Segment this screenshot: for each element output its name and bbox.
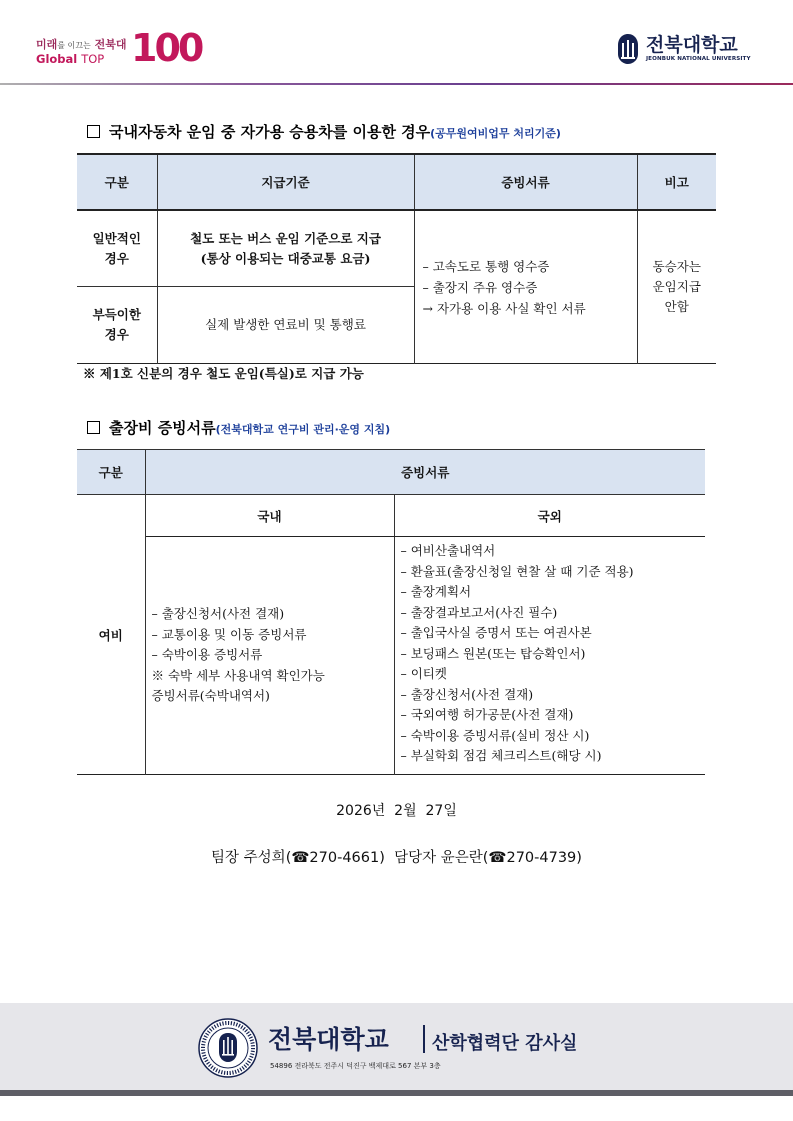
row-label-travel: 여비 — [77, 495, 145, 775]
row-category — [77, 210, 157, 287]
international-items — [394, 537, 705, 775]
col-evidence: 증빙서류 — [414, 154, 637, 210]
col-domestic: 국내 — [145, 495, 394, 537]
remark-line: 운임지급 — [652, 279, 701, 294]
footer — [0, 1003, 793, 1090]
list-item: – 이티켓 — [400, 666, 447, 681]
list-item: – 숙박이용 증빙서류(실비 정산 시) — [400, 727, 590, 743]
list-item: – 여비산출내역서 — [400, 543, 496, 558]
remark-line: 동승자는 — [652, 259, 701, 274]
table-header-row — [77, 154, 716, 210]
remark-line: 안함 — [664, 299, 689, 314]
footer-university-name: 전북대학교 — [268, 1025, 389, 1054]
footer-bar — [0, 1090, 793, 1096]
footer-address: 54896 전라북도 전주시 덕진구 백제대로 567 본부 3층 — [270, 1062, 441, 1070]
contact-info: 팀장 주성희(☎270-4661) 담당자 윤은란(☎270-4739) — [211, 850, 582, 866]
slogan-100: 100 — [131, 26, 202, 70]
col-evidence: 증빙서류 — [145, 450, 705, 495]
evidence-item: – 고속도로 통행 영수증 — [422, 258, 550, 274]
row-criteria — [157, 287, 414, 364]
col-remark: 비고 — [637, 154, 716, 210]
list-item: – 국외여행 허가공문(사전 결재) — [400, 707, 574, 722]
row-category-line1: 일반적인 — [92, 230, 141, 246]
col-international: 국외 — [394, 495, 705, 537]
slogan-global: Global — [36, 52, 78, 66]
remark-cell — [637, 210, 716, 364]
slogan-brand: 전북대 — [94, 38, 127, 51]
row-category-line2: 경우 — [104, 250, 129, 266]
col-category: 구분 — [77, 450, 145, 495]
list-item: – 출장신청서(사전 결재) — [400, 686, 534, 702]
table-header-row — [77, 450, 705, 495]
university-logo — [616, 30, 766, 70]
car-fare-table — [77, 153, 716, 364]
section1-title — [87, 121, 561, 142]
section1-note: ※ 제1호 신분의 경우 철도 운임(특실)로 지급 가능 — [83, 366, 364, 381]
list-item: – 숙박이용 증빙서류 — [151, 647, 263, 663]
row-category-line1: 부득이한 — [92, 307, 141, 322]
table-subheader-row — [77, 495, 705, 537]
travel-evidence-table — [77, 449, 705, 775]
list-item: – 부실학회 점검 체크리스트(해당 시) — [400, 748, 602, 763]
list-item: – 보딩패스 원본(또는 탑승확인서) — [400, 645, 586, 661]
header-university-name: 전북대학교 — [646, 34, 738, 56]
evidence-item: – 출장지 주유 영수증 — [422, 279, 538, 295]
row-criteria-line1: 실제 발생한 연료비 및 통행료 — [205, 317, 366, 332]
checkbox-square-icon — [87, 125, 100, 138]
table-row — [77, 210, 716, 287]
footer-divider — [423, 1025, 425, 1053]
row-criteria-line2: (통상 이용되는 대중교통 요금) — [200, 250, 371, 266]
list-item: 증빙서류(숙박내역서) — [151, 688, 270, 704]
row-criteria-line1: 철도 또는 버스 운임 기준으로 지급 — [190, 230, 381, 246]
slogan-logo — [36, 26, 202, 74]
section1-title-text: 국내자동차 운임 중 자가용 승용차를 이용한 경우 — [109, 123, 431, 141]
list-item: – 환율표(출장신청일 현찰 살 때 기준 적용) — [400, 563, 634, 579]
row-category-line2: 경우 — [104, 327, 129, 342]
slogan-main: 미래 — [36, 38, 58, 51]
evidence-cell — [414, 210, 637, 364]
section1-source: (공무원여비업무 처리기준) — [430, 127, 561, 140]
checkbox-square-icon — [87, 421, 100, 434]
slogan-top: TOP — [81, 52, 105, 66]
university-emblem-icon — [616, 32, 640, 66]
footer-department: 산학협력단 감사실 — [432, 1033, 578, 1054]
evidence-item: → 자가용 이용 사실 확인 서류 — [422, 300, 586, 316]
section2-title-text: 출장비 증빙서류 — [109, 419, 216, 437]
domestic-items — [145, 537, 394, 775]
slogan-small: 를 이끄는 — [57, 41, 91, 50]
table-row — [77, 537, 705, 775]
header-divider — [0, 83, 793, 85]
list-item: – 출입국사실 증명서 또는 여권사본 — [400, 625, 592, 640]
list-item: – 교통이용 및 이동 증빙서류 — [151, 626, 307, 642]
list-item: – 출장신청서(사전 결재) — [151, 606, 285, 622]
list-item: – 출장결과보고서(사진 필수) — [400, 604, 558, 620]
col-criteria: 지급기준 — [157, 154, 414, 210]
row-category — [77, 287, 157, 364]
col-category: 구분 — [77, 154, 157, 210]
list-item: ※ 숙박 세부 사용내역 확인가능 — [151, 667, 325, 683]
list-item: – 출장계획서 — [400, 584, 472, 599]
section2-title — [87, 417, 390, 438]
section2-source: (전북대학교 연구비 관리·운영 지침) — [215, 423, 391, 436]
university-seal-icon — [198, 1018, 258, 1078]
document-date: 2026년 2월 27일 — [336, 803, 457, 819]
header-university-name-en: JEONBUK NATIONAL UNIVERSITY — [646, 56, 751, 62]
row-criteria — [157, 210, 414, 287]
